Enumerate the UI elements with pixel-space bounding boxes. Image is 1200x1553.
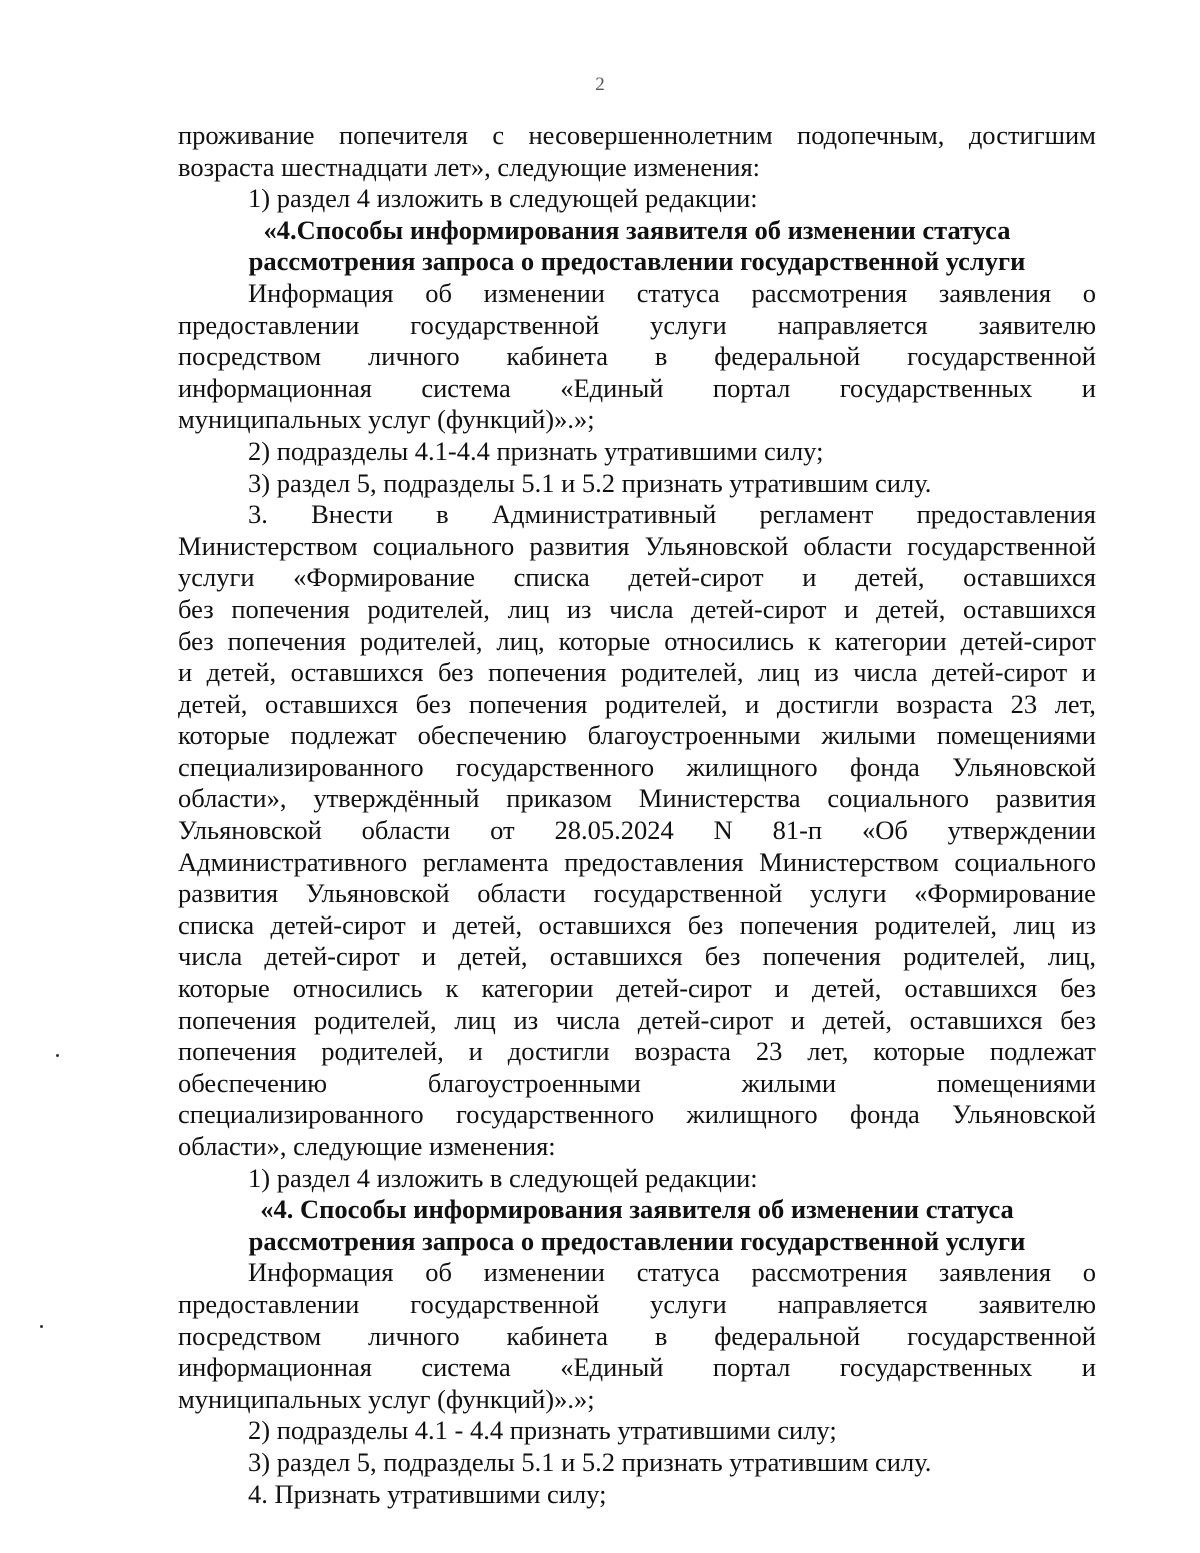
word: оставшихся <box>290 657 424 688</box>
word: и <box>774 973 789 1004</box>
text-line: 1) раздел 4 изложить в следующей редакции: <box>248 183 758 214</box>
word: изменении <box>483 277 605 308</box>
word: обеспечению <box>178 1067 328 1098</box>
text-line <box>178 1099 1096 1131</box>
word: подлежат <box>290 720 397 751</box>
word: которые <box>558 625 651 656</box>
word: направляется <box>777 1288 928 1319</box>
word: родителей, <box>314 1004 437 1035</box>
word: с <box>492 120 505 150</box>
word: детей, <box>178 688 248 719</box>
word: приказом <box>506 783 612 814</box>
word: фонда <box>849 1099 920 1130</box>
word: достигли <box>507 1036 610 1067</box>
word: жилыми <box>821 720 916 751</box>
text-line: муниципальных услуг (функций)».»; <box>178 1383 595 1414</box>
word: лиц <box>1013 909 1055 940</box>
text-line <box>178 626 1096 658</box>
word: без <box>178 593 214 624</box>
word: без <box>1060 1004 1096 1035</box>
text-line: 2) подразделы 4.1 - 4.4 признать утратившими силу; <box>248 1415 837 1446</box>
word: Внести <box>311 499 393 530</box>
word: заявления <box>938 277 1052 308</box>
word: изменении <box>483 1257 605 1288</box>
word: социального <box>954 846 1096 877</box>
word: государственного <box>455 751 655 782</box>
word: оставшихся <box>549 941 683 972</box>
word: федеральной <box>714 341 861 372</box>
word: Административный <box>491 499 717 530</box>
word: лет, <box>1054 688 1096 719</box>
word: попечителя <box>338 120 468 150</box>
text-line <box>178 783 1096 815</box>
word: оставшихся <box>909 1004 1043 1035</box>
word: заявления <box>938 1257 1052 1288</box>
word: 81-п <box>772 815 823 846</box>
word: утверждённый <box>313 783 480 814</box>
word: заявителю <box>978 309 1096 340</box>
word: и <box>844 593 859 624</box>
word: помещениями <box>936 1067 1096 1098</box>
word: попечения <box>178 1004 297 1035</box>
word: из <box>814 657 839 688</box>
word: и <box>468 1036 483 1067</box>
word: предоставления <box>916 499 1096 530</box>
word: регламента <box>422 846 549 877</box>
word: категории <box>834 625 947 656</box>
word: жилищного <box>686 1099 818 1130</box>
word: заявителю <box>978 1288 1096 1319</box>
word: лиц <box>507 593 550 624</box>
text-line <box>178 847 1096 879</box>
word: попечения <box>178 1036 297 1067</box>
text-line: 3) раздел 5, подразделы 5.1 и 5.2 признать утратившим силу. <box>248 1446 932 1477</box>
text-line <box>178 120 1096 152</box>
text-line <box>178 878 1096 910</box>
word: услуги <box>650 309 727 340</box>
word: родителей, <box>367 593 490 624</box>
word: и <box>1081 1352 1096 1383</box>
word: о <box>1082 1257 1096 1288</box>
word: в <box>436 499 449 530</box>
word: помещениями <box>936 720 1096 751</box>
word: федеральной <box>714 1320 861 1351</box>
word: проживание <box>178 120 315 150</box>
word: к <box>807 625 821 656</box>
word: детей-сирот <box>637 1004 774 1035</box>
word: детей, <box>811 973 882 1004</box>
text-line <box>178 720 1096 752</box>
word: информационная <box>178 1352 372 1383</box>
word: утверждении <box>947 815 1096 846</box>
word: детей-сирот <box>931 657 1068 688</box>
word: посредством <box>178 341 322 372</box>
word: несовершеннолетним <box>528 120 773 150</box>
word: N <box>713 815 733 846</box>
text-line <box>178 657 1096 689</box>
word: развития <box>178 878 279 909</box>
word: благоустроенными <box>427 1067 641 1098</box>
text-line <box>178 1068 1096 1100</box>
word: 23 <box>1010 688 1038 719</box>
document-body <box>178 120 1096 1510</box>
text-line <box>178 310 1096 342</box>
word: «Об <box>861 815 908 846</box>
word: развития <box>995 783 1096 814</box>
word: статуса <box>636 277 720 308</box>
word: государственной <box>410 1288 600 1319</box>
word: информационная <box>178 372 372 403</box>
text-line <box>178 278 1096 310</box>
word: и <box>421 941 437 972</box>
word: числа <box>853 657 918 688</box>
word: лиц <box>454 1004 496 1035</box>
word: благоустроенными <box>587 720 801 751</box>
word: государственной <box>907 341 1096 372</box>
word: портал <box>712 1352 791 1383</box>
word: детей, <box>855 562 925 593</box>
word: без <box>178 625 214 656</box>
word: рассмотрения <box>751 1257 908 1288</box>
word: оставшихся <box>963 562 1096 593</box>
word: родителей, <box>874 909 997 940</box>
word: в <box>654 1320 668 1351</box>
word: кабинета <box>506 341 609 372</box>
word: лиц, <box>1047 941 1096 972</box>
word: регламент <box>759 499 874 530</box>
word: детей, <box>452 909 523 940</box>
word: из <box>513 1004 539 1035</box>
text-line <box>178 815 1096 847</box>
text-line <box>178 373 1096 405</box>
text-line <box>178 562 1096 594</box>
word: фонда <box>849 751 920 782</box>
word: родителей, <box>359 625 483 656</box>
word: жилыми <box>741 1067 837 1098</box>
word: попечения <box>227 625 346 656</box>
word: предоставлении <box>178 1288 360 1319</box>
word: «Единый <box>560 372 664 403</box>
word: и <box>745 688 760 719</box>
word: оставшихся <box>963 593 1096 624</box>
text-line <box>178 1352 1096 1384</box>
word: попечения <box>762 941 881 972</box>
word: без <box>704 941 741 972</box>
word: развития <box>529 530 630 561</box>
word: и <box>178 657 193 688</box>
word: в <box>654 341 668 372</box>
word: категории <box>481 973 594 1004</box>
word: направляется <box>777 309 928 340</box>
scan-speck <box>56 1054 59 1057</box>
text-line <box>178 910 1096 942</box>
word: попечения <box>468 688 588 719</box>
word: Информация <box>248 277 394 308</box>
word: списка <box>178 909 255 940</box>
word: об <box>425 1257 452 1288</box>
text-line <box>178 689 1096 721</box>
word: Административного <box>178 846 408 877</box>
word: числа <box>609 593 674 624</box>
word: рассмотрения <box>751 277 908 308</box>
word: государственной <box>907 530 1096 561</box>
text-line <box>178 341 1096 373</box>
word: без <box>415 688 452 719</box>
word: родителей, <box>321 1036 444 1067</box>
word: жилищного <box>686 751 818 782</box>
text-line: 3) раздел 5, подразделы 5.1 и 5.2 признать утратившим силу. <box>248 467 932 498</box>
word: государственной <box>410 309 600 340</box>
word: система <box>421 1352 511 1383</box>
word: предоставления <box>564 846 744 877</box>
word: детей, <box>458 941 528 972</box>
text-line <box>178 973 1096 1005</box>
word: Министерства <box>638 783 801 814</box>
word: детей-сирот <box>628 562 764 593</box>
word: детей-сирот <box>264 941 400 972</box>
word: «Единый <box>560 1352 664 1383</box>
text-line: возраста шестнадцати лет», следующие изменения: <box>178 151 760 182</box>
word: лиц <box>757 657 800 688</box>
word: «Формирование <box>293 562 475 593</box>
word: личного <box>368 1320 460 1351</box>
word: подлежат <box>989 1036 1096 1067</box>
word: числа <box>555 1004 621 1035</box>
word: достигли <box>776 688 879 719</box>
word: услуги <box>178 562 255 593</box>
text-line: области», следующие изменения: <box>178 1131 556 1161</box>
section-heading-line: «4. Способы информирования заявителя об изменении статуса <box>260 1194 1014 1225</box>
text-line <box>178 1321 1096 1353</box>
word: к <box>445 973 459 1004</box>
word: Ульяновской <box>644 530 789 561</box>
word: государственных <box>839 1352 1033 1383</box>
word: относились <box>292 973 423 1004</box>
word: услуги <box>809 878 887 909</box>
word: детей-сирот <box>691 593 827 624</box>
word: портал <box>712 372 791 403</box>
word: статуса <box>636 1257 720 1288</box>
word: предоставлении <box>178 309 360 340</box>
word: посредством <box>178 1320 322 1351</box>
word: и <box>422 909 437 940</box>
word: система <box>421 372 511 403</box>
word: Министерством <box>759 846 939 877</box>
word: родителей, <box>903 941 1026 972</box>
text-line <box>178 1005 1096 1037</box>
word: «Формирование <box>914 878 1096 909</box>
word: без <box>1060 973 1096 1004</box>
word: которые <box>178 720 270 751</box>
word: от <box>490 815 515 846</box>
section-heading-line: рассмотрения запроса о предоставлении государственной услуги <box>248 246 1026 277</box>
text-line <box>178 594 1096 626</box>
word: Ульяновской <box>305 878 450 909</box>
word: достигшим <box>968 120 1096 150</box>
word: обеспечению <box>417 720 567 751</box>
word: детей-сирот <box>960 625 1096 656</box>
word: государственной <box>593 878 783 909</box>
word: и <box>802 562 817 593</box>
word: специализированного <box>178 1099 424 1130</box>
text-line <box>178 941 1096 973</box>
text-line: 1) раздел 4 изложить в следующей редакции: <box>248 1162 758 1193</box>
word: попечения <box>739 909 859 940</box>
text-line <box>178 752 1096 784</box>
word: 28.05.2024 <box>554 815 674 846</box>
word: о <box>1082 277 1096 308</box>
word: возраста <box>634 1036 731 1067</box>
word: подопечным, <box>797 120 945 150</box>
word: без <box>687 909 724 940</box>
scan-speck <box>40 1325 43 1328</box>
word: детей, <box>206 657 277 688</box>
word: кабинета <box>506 1320 609 1351</box>
word: детей-сирот <box>616 973 752 1004</box>
word: относились <box>664 625 795 656</box>
section-heading-line: рассмотрения запроса о предоставлении государственной услуги <box>248 1225 1026 1256</box>
word: лет, <box>807 1036 849 1067</box>
word: 3. <box>248 499 268 530</box>
word: без <box>437 657 474 688</box>
word: услуги <box>650 1288 727 1319</box>
word: которые <box>178 973 270 1004</box>
word: личного <box>368 341 460 372</box>
word: числа <box>178 941 243 972</box>
word: родителей, <box>620 657 744 688</box>
word: попечения <box>488 657 607 688</box>
word: возраста <box>896 688 993 719</box>
word: и <box>790 1004 805 1035</box>
word: и <box>1081 657 1096 688</box>
word: специализированного <box>178 751 424 782</box>
word: родителей, <box>604 688 728 719</box>
word: списка <box>513 562 590 593</box>
text-line: 4. Признать утратившими силу; <box>248 1478 607 1509</box>
word: из <box>1071 909 1096 940</box>
text-line: муниципальных услуг (функций)».»; <box>178 404 595 435</box>
word: области <box>803 530 893 561</box>
word: области <box>477 878 566 909</box>
text-line <box>178 1257 1096 1289</box>
word: лиц, <box>496 625 545 656</box>
word: из <box>566 593 592 624</box>
word: государственного <box>455 1099 655 1130</box>
word: Ульяновской <box>178 815 322 846</box>
word: детей, <box>822 1004 892 1035</box>
text-line <box>178 1289 1096 1321</box>
word: которые <box>873 1036 966 1067</box>
word: Министерством <box>178 530 358 561</box>
word: оставшихся <box>538 909 672 940</box>
word: области <box>361 815 451 846</box>
word: социального <box>827 783 969 814</box>
word: оставшихся <box>265 688 398 719</box>
word: оставшихся <box>904 973 1038 1004</box>
word: области», <box>178 783 287 814</box>
text-line <box>178 531 1096 563</box>
word: детей, <box>875 593 946 624</box>
page-number: 2 <box>595 74 605 95</box>
word: Ульяновской <box>952 751 1096 782</box>
text-line <box>178 499 1096 531</box>
word: об <box>425 277 452 308</box>
section-heading-line: «4.Способы информирования заявителя об изменении статуса <box>263 214 1011 245</box>
word: детей-сирот <box>270 909 406 940</box>
text-line <box>178 1036 1096 1068</box>
text-line: 2) подразделы 4.1-4.4 признать утратившими силу; <box>248 435 824 466</box>
word: Ульяновской <box>952 1099 1096 1130</box>
word: попечения <box>231 593 350 624</box>
word: 23 <box>755 1036 783 1067</box>
word: государственной <box>907 1320 1096 1351</box>
word: государственных <box>839 372 1033 403</box>
word: Информация <box>248 1257 394 1288</box>
word: социального <box>372 530 515 561</box>
word: и <box>1081 372 1096 403</box>
